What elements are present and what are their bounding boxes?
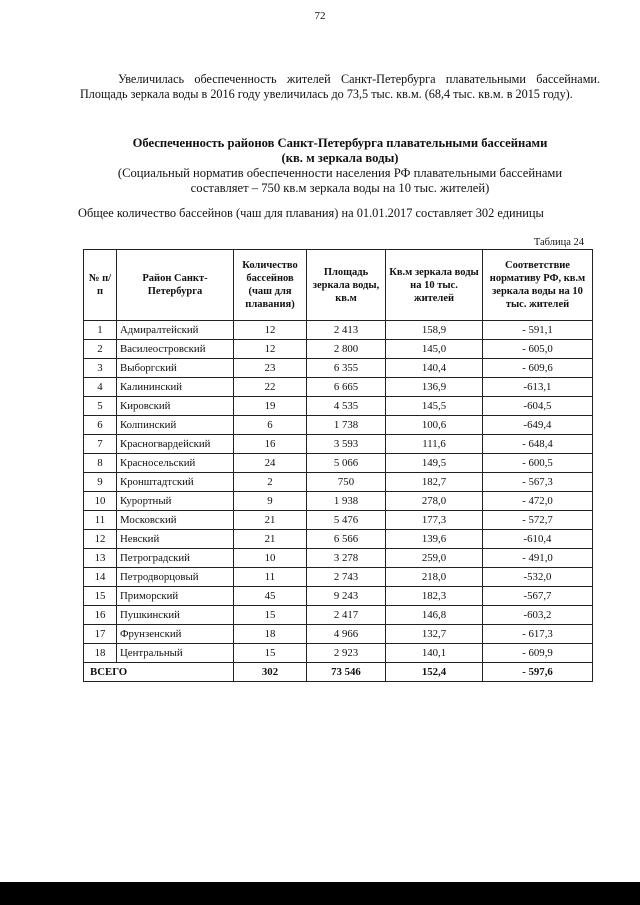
table-row [84,644,593,663]
cell-norm: - 572,7 [483,511,593,530]
table-body [84,321,593,663]
cell-district: Центральный [117,644,234,663]
cell-norm: - 600,5 [483,454,593,473]
cell-district: Красносельский [117,454,234,473]
cell-count: 12 [234,321,307,340]
cell-norm: - 648,4 [483,435,593,454]
cell-per10k: 139,6 [386,530,483,549]
cell-district: Адмиралтейский [117,321,234,340]
table-row [84,435,593,454]
cell-norm: - 609,9 [483,644,593,663]
total-norm: - 597,6 [483,663,593,682]
cell-num: 3 [84,359,117,378]
cell-norm: - 591,1 [483,321,593,340]
table-row [84,378,593,397]
cell-area: 2 417 [307,606,386,625]
cell-num: 1 [84,321,117,340]
cell-count: 22 [234,378,307,397]
cell-num: 2 [84,340,117,359]
cell-district: Колпинский [117,416,234,435]
table-row [84,416,593,435]
cell-district: Красногвардейский [117,435,234,454]
cell-norm: -613,1 [483,378,593,397]
cell-area: 5 066 [307,454,386,473]
table-row [84,340,593,359]
cell-area: 4 535 [307,397,386,416]
cell-district: Фрунзенский [117,625,234,644]
table-row [84,606,593,625]
cell-area: 6 566 [307,530,386,549]
cell-area: 2 923 [307,644,386,663]
cell-area: 6 355 [307,359,386,378]
scan-border-bar [0,882,640,905]
cell-norm: - 567,3 [483,473,593,492]
cell-district: Калининский [117,378,234,397]
table-row [84,397,593,416]
table-row [84,473,593,492]
cell-district: Петроградский [117,549,234,568]
cell-count: 15 [234,606,307,625]
cell-per10k: 145,0 [386,340,483,359]
cell-count: 9 [234,492,307,511]
cell-area: 2 413 [307,321,386,340]
heading-title-line1: Обеспеченность районов Санкт-Петербурга плавательными бассейнами [132,136,548,150]
total-pools-statement: Общее количество бассейнов (чаш для плавания) на 01.01.2017 составляет 302 единицы [78,206,544,220]
cell-num: 14 [84,568,117,587]
cell-num: 4 [84,378,117,397]
total-label: ВСЕГО [84,663,234,682]
cell-area: 4 966 [307,625,386,644]
cell-area: 1 938 [307,492,386,511]
cell-count: 18 [234,625,307,644]
cell-per10k: 177,3 [386,511,483,530]
cell-per10k: 182,7 [386,473,483,492]
table-row [84,530,593,549]
cell-district: Невский [117,530,234,549]
cell-per10k: 149,5 [386,454,483,473]
cell-num: 18 [84,644,117,663]
cell-count: 19 [234,397,307,416]
cell-num: 5 [84,397,117,416]
cell-num: 10 [84,492,117,511]
cell-per10k: 140,4 [386,359,483,378]
cell-area: 750 [307,473,386,492]
cell-per10k: 136,9 [386,378,483,397]
table-row [84,454,593,473]
cell-count: 21 [234,511,307,530]
total-per10k: 152,4 [386,663,483,682]
cell-count: 10 [234,549,307,568]
cell-area: 6 665 [307,378,386,397]
cell-area: 2 800 [307,340,386,359]
intro-second-sentence: Площадь зеркала воды в 2016 году увеличилась до 73,5 тыс. кв.м. (68,4 тыс. кв.м. в 2015 году). [80,87,573,101]
cell-count: 12 [234,340,307,359]
cell-num: 7 [84,435,117,454]
cell-per10k: 100,6 [386,416,483,435]
total-area: 73 546 [307,663,386,682]
cell-district: Кронштадтский [117,473,234,492]
cell-num: 9 [84,473,117,492]
cell-per10k: 146,8 [386,606,483,625]
table-row [84,568,593,587]
header-area: Площадь зеркала воды, кв.м [307,250,386,321]
cell-count: 2 [234,473,307,492]
table-total-row [84,663,593,682]
heading-norm-line1: (Социальный норматив обеспеченности населения РФ плавательными бассейнами [117,166,563,180]
cell-district: Приморский [117,587,234,606]
cell-count: 23 [234,359,307,378]
cell-per10k: 182,3 [386,587,483,606]
cell-norm: -603,2 [483,606,593,625]
cell-per10k: 218,0 [386,568,483,587]
cell-per10k: 158,9 [386,321,483,340]
cell-area: 9 243 [307,587,386,606]
header-norm: Соответствие нормативу РФ, кв.м зеркала воды на 10 тыс. жителей [483,250,593,321]
cell-per10k: 145,5 [386,397,483,416]
cell-num: 16 [84,606,117,625]
cell-norm: -567,7 [483,587,593,606]
heading-title-line2: (кв. м зеркала воды) [281,151,399,165]
table-row [84,587,593,606]
cell-district: Василеостровский [117,340,234,359]
cell-district: Московский [117,511,234,530]
cell-norm: -610,4 [483,530,593,549]
cell-num: 15 [84,587,117,606]
cell-norm: -649,4 [483,416,593,435]
header-num: № п/п [84,250,117,321]
header-count: Количество бассейнов (чаш для плавания) [234,250,307,321]
cell-num: 13 [84,549,117,568]
table-row [84,549,593,568]
cell-district: Пушкинский [117,606,234,625]
table-row [84,321,593,340]
cell-count: 11 [234,568,307,587]
header-district: Район Санкт-Петербурга [117,250,234,321]
table-heading [60,136,620,196]
cell-norm: - 605,0 [483,340,593,359]
cell-district: Кировский [117,397,234,416]
cell-area: 3 593 [307,435,386,454]
page-number: 72 [314,10,326,22]
cell-per10k: 259,0 [386,549,483,568]
cell-norm: -604,5 [483,397,593,416]
table-row [84,492,593,511]
pools-table [83,249,593,682]
cell-area: 1 738 [307,416,386,435]
intro-first-sentence: Увеличилась обеспеченность жителей Санкт-Петербурга плавательными бассейнами. [118,72,600,86]
cell-district: Выборгский [117,359,234,378]
cell-count: 15 [234,644,307,663]
total-count: 302 [234,663,307,682]
cell-num: 8 [84,454,117,473]
cell-per10k: 132,7 [386,625,483,644]
cell-area: 5 476 [307,511,386,530]
table-row [84,625,593,644]
cell-norm: - 617,3 [483,625,593,644]
table-caption: Таблица 24 [533,237,584,248]
cell-count: 21 [234,530,307,549]
cell-norm: - 472,0 [483,492,593,511]
cell-district: Петродворцовый [117,568,234,587]
heading-norm-line2: составляет – 750 кв.м зеркала воды на 10 тыс. жителей) [190,181,490,195]
cell-per10k: 111,6 [386,435,483,454]
cell-area: 2 743 [307,568,386,587]
cell-count: 24 [234,454,307,473]
table-header-row [84,250,593,321]
header-per10k: Кв.м зеркала воды на 10 тыс. жителей [386,250,483,321]
cell-num: 17 [84,625,117,644]
cell-num: 12 [84,530,117,549]
cell-norm: - 609,6 [483,359,593,378]
table-row [84,511,593,530]
table-row [84,359,593,378]
cell-count: 6 [234,416,307,435]
cell-num: 11 [84,511,117,530]
cell-per10k: 140,1 [386,644,483,663]
cell-norm: -532,0 [483,568,593,587]
cell-count: 45 [234,587,307,606]
cell-count: 16 [234,435,307,454]
cell-area: 3 278 [307,549,386,568]
cell-per10k: 278,0 [386,492,483,511]
cell-norm: - 491,0 [483,549,593,568]
cell-num: 6 [84,416,117,435]
intro-paragraph [80,72,600,102]
cell-district: Курортный [117,492,234,511]
